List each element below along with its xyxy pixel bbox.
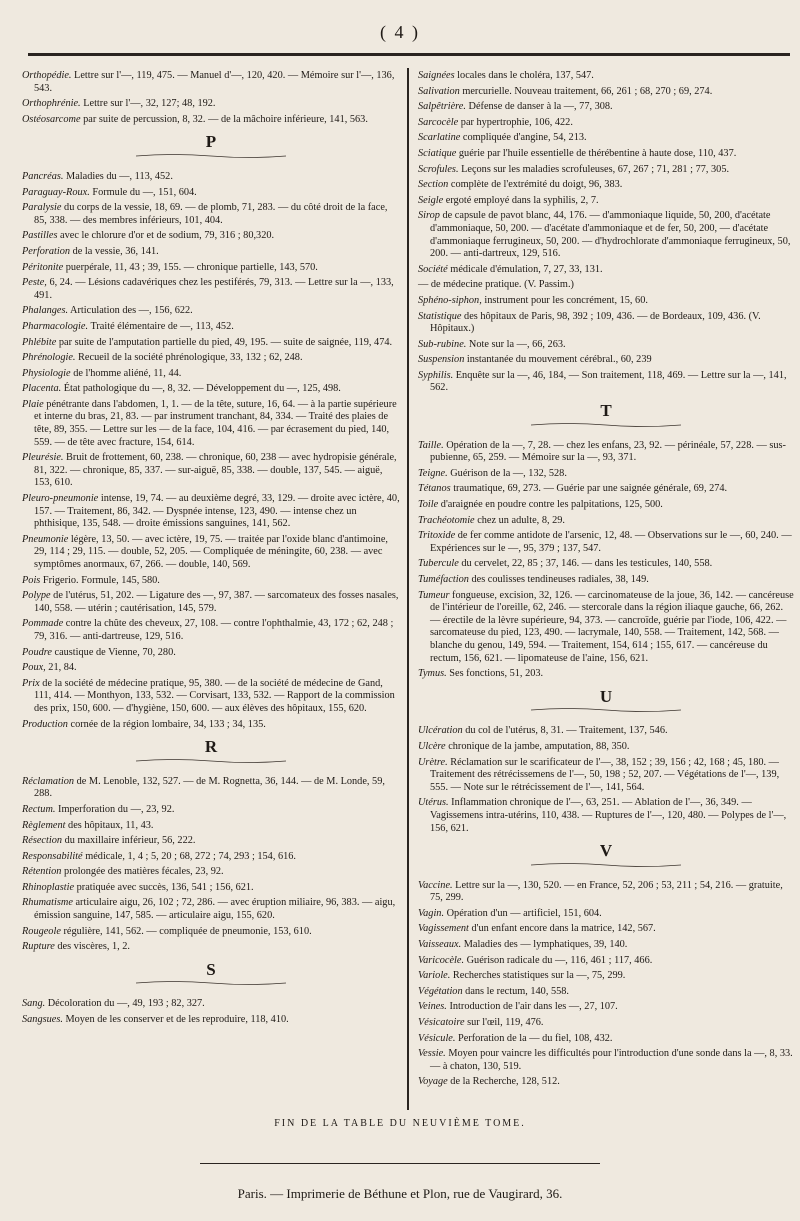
index-column-right xyxy=(418,70,794,1092)
index-term: Tuméfaction xyxy=(418,574,469,585)
index-entry xyxy=(418,986,794,999)
printer-imprint: Paris. — Imprimerie de Béthune et Plon, rue de Vaugirard, 36. xyxy=(237,1186,563,1201)
index-references: du corps de la vessie, 18, 69. — de plomb, 71, 283. — du côté droit de la face, 85, 338. — des membres inférieurs, 101, 404. xyxy=(34,202,388,226)
index-entry xyxy=(22,897,400,922)
index-references: Enquête sur la —, 46, 184, — Son traitement, 118, 469. — Lettre sur la —, 141, 562. xyxy=(430,369,787,394)
index-term: Rupture xyxy=(22,941,55,953)
index-entry xyxy=(22,926,400,939)
index-references: des hôpitaux, 11, 43. xyxy=(65,819,154,831)
index-term: Tétanos xyxy=(418,483,451,495)
index-references: Décoloration du —, 49, 193 ; 82, 327. xyxy=(45,998,205,1010)
index-term: Rectum. xyxy=(22,803,56,815)
index-term: Tymus. xyxy=(418,668,447,680)
index-entry xyxy=(22,590,400,615)
index-references: des viscères, 1, 2. xyxy=(54,941,131,953)
index-references: par suite de l'amputation partielle du pied, 49, 195. — suite de saignée, 119, 474. xyxy=(56,336,393,348)
page-number: ( 4 ) xyxy=(380,22,420,42)
index-term: Pleuro-pneumonie xyxy=(22,493,99,505)
index-term: Péritonite xyxy=(22,261,64,273)
index-references: Frigerio. Formule, 145, 580. xyxy=(40,574,160,586)
index-references: Perforation de la — du fiel, 108, 432. xyxy=(455,1032,613,1044)
index-references: médicale d'émulation, 7, 27, 33, 131. xyxy=(447,263,603,275)
index-references: du cervelet, 22, 85 ; 37, 146. — dans les testicules, 140, 558. xyxy=(458,558,713,570)
index-references: Introduction de l'air dans les —, 27, 107. xyxy=(446,1001,618,1013)
index-references: Recueil de la société phrénologique, 33, 132 ; 62, 248. xyxy=(75,352,303,364)
index-references: 6, 24. — Lésions cadavériques chez les pestiférés, 79, 313. — Lettre sur la —, 133, 491. xyxy=(34,277,394,301)
index-entry xyxy=(418,295,794,308)
index-references: Bruit de frottement, 60, 238. — chronique, 60, 238 — avec hydropisie générale, 81, 322. — chronique, 85, 337. — sur-aiguë, 85, 338. — double, 137, 545. — aiguë, 153, 610. xyxy=(34,452,397,489)
index-references: d'araignée en poudre contre les palpitations, 125, 500. xyxy=(438,499,663,511)
index-references: cornée de la région lombaire, 34, 133 ; 34, 135. xyxy=(67,718,266,730)
index-references: dans le rectum, 140, 558. xyxy=(462,985,569,997)
index-entry xyxy=(22,998,400,1011)
index-references: Maladies des — lymphatiques, 39, 140. xyxy=(461,939,628,951)
index-entry xyxy=(418,117,794,130)
index-term: Tritoxide xyxy=(418,530,456,542)
index-entry xyxy=(22,305,400,318)
index-entry xyxy=(22,647,400,660)
index-term: Salpêtrière. xyxy=(418,101,466,113)
index-references: du maxillaire inférieur, 56, 222. xyxy=(62,835,196,847)
index-references: de la Recherche, 128, 512. xyxy=(447,1076,560,1088)
index-term: Résection xyxy=(22,835,63,847)
index-references: puerpérale, 11, 43 ; 39, 155. — chronique partielle, 143, 570. xyxy=(63,261,318,273)
index-references: chez un adulte, 8, 29. xyxy=(474,514,565,526)
index-entry xyxy=(418,955,794,968)
section-letter-label: V xyxy=(599,841,613,861)
flourish-ornament xyxy=(136,153,286,159)
index-term: Sarcocèle xyxy=(418,116,459,128)
index-entry xyxy=(22,662,400,675)
index-entry xyxy=(22,70,400,95)
index-term: Veines. xyxy=(418,1001,447,1013)
index-term: Plaie xyxy=(22,398,44,410)
top-rule xyxy=(28,53,790,56)
index-entry xyxy=(418,86,794,99)
index-entry xyxy=(418,210,794,260)
index-term: Paralysie xyxy=(22,202,62,214)
index-references: des coulisses tendineuses radiales, 38, 149. xyxy=(468,574,649,585)
flourish-ornament xyxy=(531,707,681,713)
index-entry xyxy=(418,1076,794,1089)
index-references: Lettre sur l'—, 119, 475. — Manuel d'—, 120, 420. — Mémoire sur l'—, 136, 543. xyxy=(34,70,395,94)
index-entry xyxy=(418,1048,794,1073)
index-references: de M. Lenoble, 132, 527. — de M. Rognetta, 36, 144. — de M. Londe, 59, 288. xyxy=(34,775,385,800)
index-references: légère, 13, 50. — avec ictère, 19, 75. — traitée par l'oxide blanc d'antimoine, 29, 114 ; 29, 115. — double, 52, 205. — Compliquée de méningite, 60, 238. — avec symptômes anormaux, 67, 266. — double, 140, 569. xyxy=(34,533,388,570)
index-entry xyxy=(22,618,400,643)
index-entry xyxy=(22,230,400,243)
index-term: Pancréas. xyxy=(22,170,64,182)
index-term: Pois xyxy=(22,574,41,586)
index-term: Vagissement xyxy=(418,923,469,935)
index-entry xyxy=(418,264,794,277)
section-letter-label: S xyxy=(206,959,216,979)
index-references: par hypertrophie, 106, 422. xyxy=(458,116,573,128)
index-entry xyxy=(418,179,794,192)
index-entry xyxy=(418,741,794,754)
index-entry xyxy=(22,187,400,200)
index-references: Opération de la —, 7, 28. — chez les enfans, 23, 92. — périnéale, 57, 228. — sus-pubienne, 65, 259. — Mémoire sur la —, 93, 371. xyxy=(430,439,786,464)
index-term: Pleurésie. xyxy=(22,452,64,464)
index-entry xyxy=(418,468,794,481)
index-entry xyxy=(22,678,400,716)
index-term: Phlébite xyxy=(22,336,57,348)
index-entry xyxy=(22,98,400,111)
index-entry xyxy=(22,383,400,396)
flourish-ornament xyxy=(531,422,681,428)
index-entry xyxy=(22,399,400,449)
index-entry xyxy=(418,939,794,952)
index-references: Défense de danser à la —, 77, 308. xyxy=(465,101,613,113)
index-entry xyxy=(22,493,400,531)
index-references: ergoté employé dans la syphilis, 2, 7. xyxy=(443,194,599,206)
index-term: Statistique xyxy=(418,310,462,322)
index-entry xyxy=(22,882,400,895)
index-term: Variole. xyxy=(418,970,451,982)
index-references: fongueuse, excision, 32, 126. — carcinomateuse de la joue, 36, 142. — cancéreuse de l'intérieur de l'oreille, 62, 246. — stercorale dans la région iliaque gauche, 66, 262. — érectile de la lèvre supérieure, 94, 373. — cancroïde, guérie par l'iode, 106, 422. — sarcomateuse du pied, 123, 490. — lacrymale, 140, 558. — Traitement, 142, 568. — blanche du genou, 149, 594. — Traitement, 154, 614 ; 155, 617. — cancéreuse du rectum, 156, 621. — lipomateuse de l'aine, 156, 621. xyxy=(430,589,794,664)
index-references: de l'homme aliéné, 11, 44. xyxy=(70,367,182,379)
index-references: Guérison de la —, 132, 528. xyxy=(447,467,567,479)
index-term: Sphéno-siphon, xyxy=(418,294,482,306)
index-entry xyxy=(22,352,400,365)
index-term: Ostéosarcome xyxy=(22,113,81,125)
index-references: Moyen pour vaincre les difficultés pour l'introduction d'une sonde dans la —, 8, 33. — à chaton, 130, 519. xyxy=(430,1048,793,1072)
section-letter xyxy=(22,737,400,764)
index-entry xyxy=(418,148,794,161)
index-entry xyxy=(418,908,794,921)
index-term: Vessie. xyxy=(418,1048,446,1060)
end-of-table-note: FIN DE LA TABLE DU NEUVIÈME TOME. xyxy=(274,1118,526,1129)
flourish-ornament xyxy=(531,862,681,868)
index-term: Phrénologie. xyxy=(22,352,76,364)
index-term: Pommade xyxy=(22,618,64,630)
index-term: Rougeole xyxy=(22,925,61,937)
index-references: caustique de Vienne, 70, 280. xyxy=(51,646,176,658)
section-letter xyxy=(418,841,794,868)
index-entry xyxy=(22,262,400,275)
index-term: Sciatique xyxy=(418,147,457,159)
index-references: sur l'œil, 119, 476. xyxy=(464,1017,544,1029)
index-references: Moyen de les conserver et de les reproduire, 118, 410. xyxy=(62,1014,289,1026)
index-references: instantanée du mouvement cérébral., 60, 239 xyxy=(464,354,652,366)
index-references: Articulation des —, 156, 622. xyxy=(68,305,193,317)
index-references: Opération d'un — artificiel, 151, 604. xyxy=(444,907,602,919)
section-letter xyxy=(22,132,400,159)
index-term: Sirop xyxy=(418,210,440,222)
index-references: de capsule de pavot blanc, 44, 176. — d'ammoniaque liquide, 50, 200, d'acétate d'ammoniaque, 50, 200. — d'acétate d'ammoniaque et de fer, 50, 200, — d'acétate d'ammoniaque ferrugineux, 50, 200. — d'hydrochlorate d'ammoniaque ferrugineux, 50, 200. — anti-dartreux, 129, 516. xyxy=(430,210,791,260)
index-entry xyxy=(418,1017,794,1030)
index-references: Imperforation du —, 23, 92. xyxy=(55,803,175,815)
index-entry xyxy=(418,515,794,528)
section-letter-label: R xyxy=(204,737,218,757)
index-term: Salivation xyxy=(418,85,460,97)
index-entry xyxy=(22,820,400,833)
index-references: Leçons sur les maladies scrofuleuses, 67, 267 ; 71, 281 ; 77, 305. xyxy=(458,163,730,175)
index-references: chronique de la jambe, amputation, 88, 350. xyxy=(445,740,630,752)
section-letter xyxy=(22,959,400,987)
index-term: Orthophrénie. xyxy=(22,98,81,110)
index-term: Syphilis. xyxy=(418,369,454,381)
index-term: Pastilles xyxy=(22,230,58,242)
index-entry xyxy=(418,440,794,465)
index-column-left xyxy=(22,70,400,1030)
index-references: Formule du —, 151, 604. xyxy=(89,186,197,198)
index-term: Physiologie xyxy=(22,367,71,379)
section-letter-label: P xyxy=(205,132,217,152)
index-term: Sub-rubine. xyxy=(418,338,467,350)
index-entry xyxy=(418,530,794,555)
index-term: Poux, xyxy=(22,662,46,674)
index-references: compliquée d'angine, 54, 213. xyxy=(460,132,587,144)
index-entry xyxy=(418,370,794,395)
index-entry xyxy=(418,757,794,795)
index-entry xyxy=(418,970,794,983)
index-term: Sangsues. xyxy=(22,1014,63,1026)
index-entry xyxy=(418,558,794,571)
index-references: régulière, 141, 562. — compliquée de pneumonie, 153, 610. xyxy=(60,925,312,937)
index-references: de fer comme antidote de l'arsenic, 12, 48. — Observations sur le —, 60, 240. — Expériences sur le —, 95, 379 ; 137, 547. xyxy=(430,530,792,554)
index-references: Maladies du —, 113, 452. xyxy=(63,170,173,182)
index-term: Perforation xyxy=(22,245,71,257)
index-references: Note sur la —, 66, 263. xyxy=(466,338,566,350)
index-references: articulaire aigu, 26, 102 ; 72, 286. — avec éruption miliaire, 96, 383. — aigu, émission sanguine, 147, 585. — articulaire aigu, 155, 620. xyxy=(34,897,396,922)
index-entry xyxy=(418,499,794,512)
index-references: Inflammation chronique de l'—, 63, 251. — Ablation de l'—, 36, 349. — Vagissemens intra-utérins, 110, 438. — Ruptures de l'—, 120, 480. — Polypes de l'—, 156, 621. xyxy=(430,797,787,834)
index-term: Taille. xyxy=(418,439,444,451)
index-entry xyxy=(22,452,400,490)
footer-rule xyxy=(200,1163,600,1164)
index-references: du col de l'utérus, 8, 31. — Traitement, 137, 546. xyxy=(462,725,668,737)
index-term: Orthopédie. xyxy=(22,70,72,81)
index-entry xyxy=(418,339,794,352)
index-entry xyxy=(22,534,400,572)
index-term: Tumeur xyxy=(418,589,450,601)
index-entry xyxy=(22,368,400,381)
flourish-ornament xyxy=(136,980,286,986)
index-term: Rhinoplastie xyxy=(22,881,75,893)
index-term: Responsabilité xyxy=(22,850,83,862)
index-term: Paraguay-Roux. xyxy=(22,186,90,198)
index-references: intense, 19, 74. — au deuxième degré, 33, 129. — droite avec ictère, 40, 157. — Traitement, 86, 342. — Dyspnée intense, 123, 490. — intense chez un phthisique, 135, 548. — droite émissions sanguines, 141, 562. xyxy=(34,493,400,530)
index-references: pratiquée avec succès, 136, 541 ; 156, 621. xyxy=(74,881,254,893)
index-term: Végétation xyxy=(418,985,463,997)
index-term: Phalanges. xyxy=(22,305,69,317)
index-entry xyxy=(418,70,794,83)
index-entry xyxy=(418,354,794,367)
index-entry xyxy=(418,590,794,666)
index-references: Réclamation sur le scarificateur de l'—, 38, 152 ; 39, 156 ; 42, 168 ; 45, 180. — Traitement des rétrécissemens de l'—, 50, 198 ; 52, 207. — Végétations de l'—, 139, 555. — Note sur le rétrécissement de l'—, 141, 564. xyxy=(430,756,780,793)
index-term: Section xyxy=(418,179,449,191)
index-references: Lettre sur l'—, 32, 127; 48, 192. xyxy=(80,98,216,110)
index-references: Lettre sur la —, 130, 520. — en France, 52, 206 ; 53, 211 ; 54, 216. — gratuite, 75, 299. xyxy=(430,879,783,904)
index-entry xyxy=(418,668,794,681)
index-entry xyxy=(22,776,400,801)
index-entry xyxy=(22,804,400,817)
index-references: de l'utérus, 51, 202. — Ligature des —, 97, 387. — sarcomateux des fosses nasales, 140, 558. — utérin ; cautérisation, 145, 579. xyxy=(34,590,399,614)
index-entry xyxy=(22,171,400,184)
index-term: Utérus. xyxy=(418,797,449,809)
index-entry xyxy=(22,246,400,259)
index-references: guérie par l'huile essentielle de thérébentine à haute dose, 110, 437. xyxy=(456,147,737,159)
index-term: Prix xyxy=(22,677,40,689)
index-term: Société xyxy=(418,263,448,275)
index-term: Vaccine. xyxy=(418,879,453,891)
index-references: traumatique, 69, 273. — Guérie par une saignée générale, 69, 274. xyxy=(450,483,728,495)
index-entry xyxy=(22,277,400,302)
index-references: de la vessie, 36, 141. xyxy=(70,245,159,257)
index-references: instrument pour les concrément, 15, 60. xyxy=(481,294,648,306)
index-references: Ses fonctions, 51, 203. xyxy=(446,668,544,680)
index-entry xyxy=(418,880,794,905)
index-term: Vagin. xyxy=(418,907,445,919)
index-references: prolongée des matières fécales, 23, 92. xyxy=(61,866,224,878)
flourish-ornament xyxy=(136,758,286,764)
section-letter-label: U xyxy=(599,686,613,706)
index-term: Ulcère xyxy=(418,740,446,752)
index-term: Voyage xyxy=(418,1076,448,1088)
index-term: Polype xyxy=(22,590,51,602)
index-term: Tubercule xyxy=(418,558,459,570)
index-term: Vésicule. xyxy=(418,1032,456,1044)
index-entry xyxy=(22,321,400,334)
index-references: de la société de médecine pratique, 95, 380. — de la société de médecine de Gand, 111, 414. — Monthyon, 133, 532. — Corvisart, 133, 532. — Rapport de la commission des prix, 150, 600. — d'hygiène, 150, 600. — aux élèves des hôpitaux, 155, 620. xyxy=(34,677,395,714)
index-term: Seigle xyxy=(418,194,444,206)
index-references: par suite de percussion, 8, 32. — de la mâchoire inférieure, 141, 563. xyxy=(80,113,368,125)
index-entry xyxy=(418,164,794,177)
index-term: Rhumatisme xyxy=(22,897,73,909)
index-references: — de médecine pratique. (V. Passim.) xyxy=(418,279,574,291)
index-references: État pathologique du —, 8, 32. — Développement du —, 125, 498. xyxy=(61,383,341,395)
index-term: Saignées xyxy=(418,70,455,81)
index-term: Urètre. xyxy=(418,756,448,768)
index-term: Teigne. xyxy=(418,467,448,479)
section-letter-label: T xyxy=(600,401,612,421)
index-term: Pharmacologie. xyxy=(22,320,89,332)
index-term: Poudre xyxy=(22,646,52,658)
column-divider xyxy=(407,68,409,1110)
index-references: locales dans le choléra, 137, 547. xyxy=(454,70,594,81)
index-references: 21, 84. xyxy=(45,662,77,674)
index-entry xyxy=(418,132,794,145)
index-entry xyxy=(418,279,794,292)
index-entry xyxy=(22,1014,400,1027)
index-term: Trachéotomie xyxy=(418,514,475,526)
index-references: complète de l'extrémité du doigt, 96, 383. xyxy=(448,179,623,191)
index-entry xyxy=(418,483,794,496)
section-letter xyxy=(418,686,794,714)
index-references: des hôpitaux de Paris, 98, 392 ; 109, 436. — de Bordeaux, 109, 436. (V. Hôpitaux.) xyxy=(430,310,761,335)
index-term: Peste, xyxy=(22,277,47,289)
index-entry xyxy=(22,866,400,879)
index-term: Pneumonie xyxy=(22,533,69,545)
index-entry xyxy=(22,114,400,127)
index-entry xyxy=(22,202,400,227)
index-term: Sang. xyxy=(22,998,46,1010)
index-term: Vésicatoire xyxy=(418,1017,465,1029)
index-term: Placenta. xyxy=(22,383,62,395)
index-entry xyxy=(418,1033,794,1046)
index-entry xyxy=(22,575,400,588)
index-references: Traité élémentaire de —, 113, 452. xyxy=(88,320,234,332)
index-references: avec le chlorure d'or et de sodium, 79, 316 ; 80,320. xyxy=(57,230,275,242)
index-term: Production xyxy=(22,718,68,730)
index-term: Vaisseaux. xyxy=(418,939,462,951)
index-entry xyxy=(418,923,794,936)
section-letter xyxy=(418,401,794,428)
index-references: Guérison radicale du —, 116, 461 ; 117, 466. xyxy=(464,954,653,966)
index-term: Scarlatine xyxy=(418,132,461,144)
index-term: Rétention xyxy=(22,866,62,878)
index-term: Réclamation xyxy=(22,775,75,787)
index-entry xyxy=(22,941,400,954)
index-references: mercurielle. Nouveau traitement, 66, 261 ; 68, 270 ; 69, 274. xyxy=(459,85,713,97)
index-entry xyxy=(418,725,794,738)
index-entry xyxy=(418,574,794,587)
index-references: Recherches statistiques sur la —, 75, 299. xyxy=(450,970,626,982)
index-entry xyxy=(418,311,794,336)
index-entry xyxy=(22,851,400,864)
index-entry xyxy=(418,195,794,208)
index-term: Suspension xyxy=(418,354,465,366)
index-entry xyxy=(418,101,794,114)
index-entry xyxy=(418,797,794,835)
index-entry xyxy=(22,337,400,350)
index-term: Ulcération xyxy=(418,725,463,737)
index-entry xyxy=(22,835,400,848)
index-term: Varicocèle. xyxy=(418,954,465,966)
index-references: médicale, 1, 4 ; 5, 20 ; 68, 272 ; 74, 293 ; 154, 616. xyxy=(82,850,296,862)
index-references: contre la chûte des cheveux, 27, 108. — contre l'ophthalmie, 43, 172 ; 62, 248 ; 79, 316. — anti-dartreuse, 129, 516. xyxy=(34,618,394,642)
index-references: d'un enfant encore dans la matrice, 142, 567. xyxy=(468,923,656,935)
index-term: Scrofules. xyxy=(418,163,459,175)
index-references: pénétrante dans l'abdomen, 1, 1. — de la tête, suture, 16, 64. — à la partie supérieure et interne du bras, 21, 83. — par instrument tranchant, 84, 334. — Traité des plaies de tête, 89, 355. — Lettre sur les — de la face, 104, 416. — par écrasement du pied, 140, 559. — de tête avec fracture, 154, 614. xyxy=(34,398,397,448)
index-entry xyxy=(22,719,400,732)
index-entry xyxy=(418,1001,794,1014)
index-term: Toile xyxy=(418,499,439,511)
index-term: Règlement xyxy=(22,819,66,831)
